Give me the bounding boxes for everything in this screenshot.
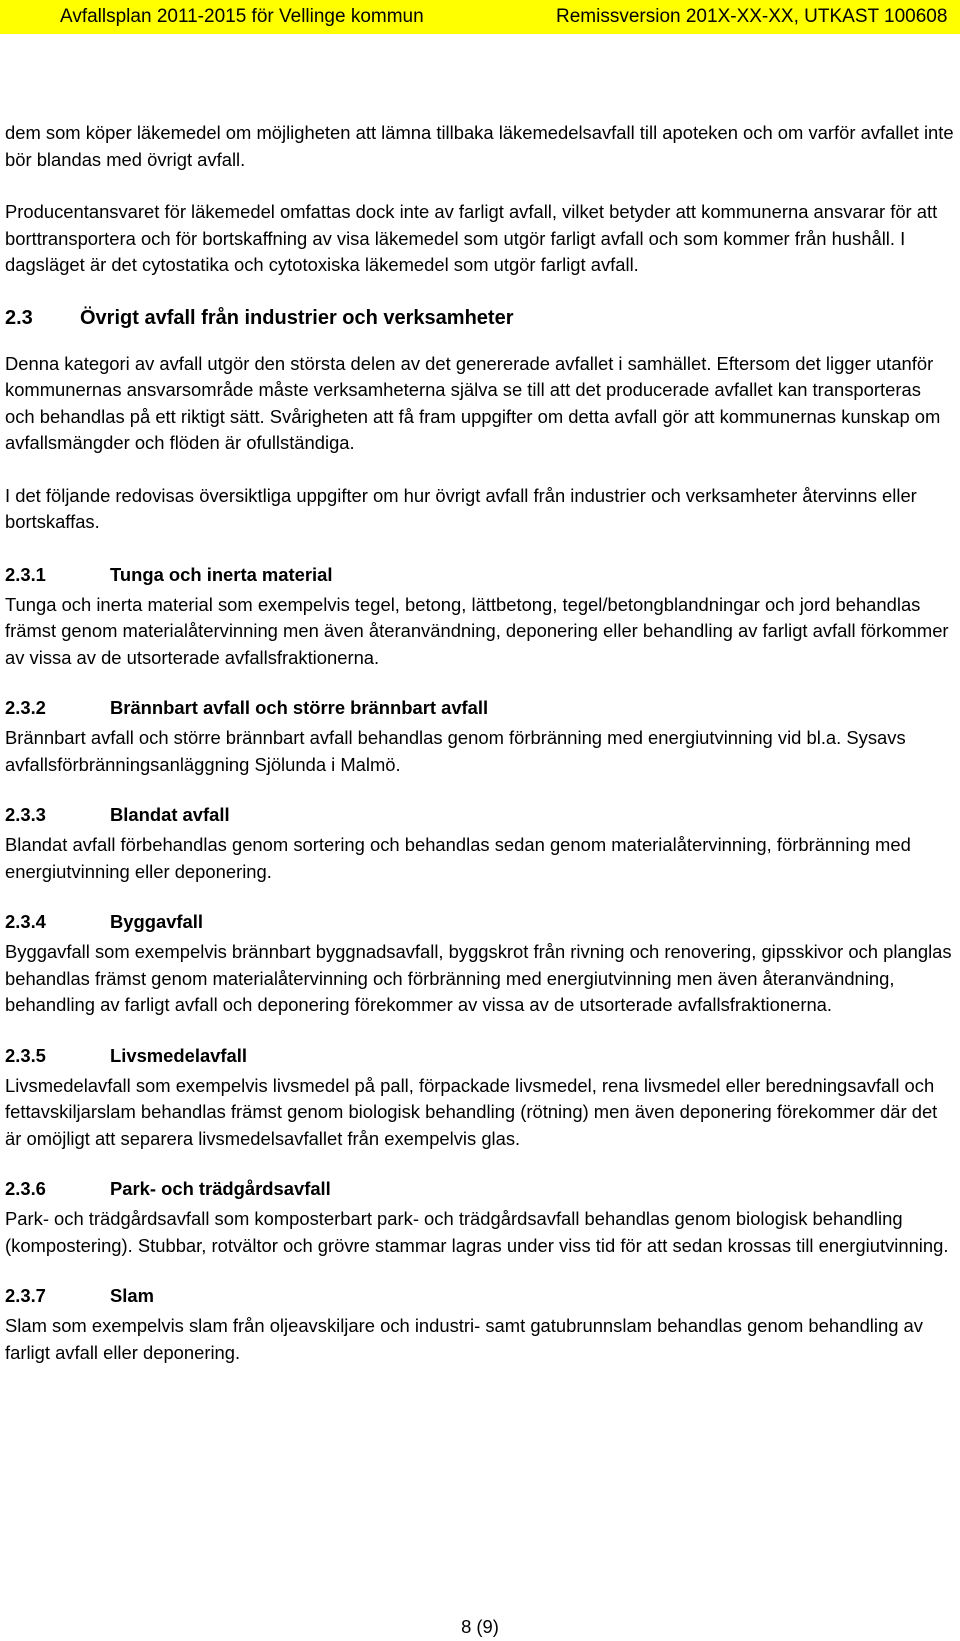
subsection-text: Livsmedelavfall som exempelvis livsmedel på pall, förpackade livsmedel, rena livsmedel eller beredningsavfall och fettavskiljarslam behandlas främst genom biologisk behandling (rötning) men även deponering förekommer där det är omöjligt att separera livsmedelsavfallet från exempelvis glas. [5, 1074, 938, 1149]
subsection-title: Slam [110, 1285, 154, 1306]
subsection-number: 2.3.7 [5, 1285, 46, 1306]
header-version: Remissversion 201X-XX-XX, UTKAST 100608 [556, 6, 948, 27]
subsection [5, 1283, 955, 1366]
subsection-number: 2.3.2 [5, 697, 46, 718]
subsection-heading [5, 695, 955, 721]
subsection-title: Livsmedelavfall [110, 1044, 247, 1066]
subsection-heading [5, 802, 955, 828]
subsection [5, 562, 955, 672]
subsection-title: Byggavfall [110, 911, 204, 932]
subsection-number: 2.3.5 [5, 1044, 46, 1066]
subsection-heading [5, 1043, 955, 1069]
subsection-text: Slam som exempelvis slam från oljeavskiljare och industri- samt gatubrunnslam behandlas genom behandling av farligt avfall eller deponering. [5, 1315, 923, 1363]
subsection-text: Brännbart avfall och större brännbart avfall behandlas genom förbränning med energiutvinning vid bl.a. Sysavs avfallsförbränningsanläggning Sjölunda i Malmö. [5, 727, 906, 775]
subsection-title: Park- och trädgårdsavfall [110, 1178, 331, 1199]
paragraph: Producentansvaret för läkemedel omfattas dock inte av farligt avfall, vilket betyder att kommunerna ansvarar för att borttransportera och för bortskaffning av visa läkemedel som utgör farligt avfall och som kommer från hushåll. I dagsläget är det cytostatika och cytotoxiska läkemedel som utgör farligt avfall. [5, 201, 938, 275]
header-title: Avfallsplan 2011-2015 för Vellinge kommun [60, 6, 424, 27]
page-header [0, 0, 960, 34]
section-number: 2.3 [5, 306, 33, 329]
paragraph: dem som köper läkemedel om möjligheten att lämna tillbaka läkemedelsavfall till apoteken och om varför avfallet inte bör blandas med övrigt avfall. [5, 122, 954, 170]
subsection-title: Tunga och inerta material [110, 563, 333, 585]
section-title: Övrigt avfall från industrier och verksamheter [80, 306, 514, 329]
subsection-heading [5, 909, 955, 935]
subsection-text: Blandat avfall förbehandlas genom sortering och behandlas sedan genom materialåtervinning, förbränning med energiutvinning eller deponering. [5, 834, 911, 882]
paragraph: Denna kategori av avfall utgör den största delen av det genererade avfallet i samhället. Eftersom det ligger utanför kommunernas ansvarsområde måste verksamheterna själva se till att det producerade avfallet kan transporteras och behandlas på ett riktigt sätt. Svårigheten att få fram uppgifter om detta avfall gör att kommunernas kunskap om avfallsmängder och flöden är ofullständiga. [5, 352, 941, 453]
subsection-heading [5, 1283, 955, 1309]
subsection-number: 2.3.4 [5, 911, 46, 932]
subsection-text: Tunga och inerta material som exempelvis tegel, betong, lättbetong, tegel/betongblandningar och jord behandlas främst genom materialåtervinning men även återanvändning, deponering eller behandling av farligt avfall förkommer av vissa av de utsorterade avfallsfraktionerna. [5, 593, 949, 668]
subsection [5, 802, 955, 885]
subsection-number: 2.3.3 [5, 804, 46, 825]
subsection-number: 2.3.6 [5, 1178, 46, 1199]
subsection-heading [5, 562, 955, 588]
subsection [5, 1176, 955, 1259]
subsection-title: Blandat avfall [110, 804, 230, 825]
subsection-heading [5, 1176, 955, 1202]
subsection [5, 695, 955, 778]
subsection [5, 1043, 955, 1153]
subsection-text: Byggavfall som exempelvis brännbart byggnadsavfall, byggskrot från rivning och renovering, gipsskivor och planglas behandlas främst genom materialåtervinning och förbränning med energiutvinning men även återanvändning, behandling av farligt avfall och deponering förekommer av vissa av de utsorterade avfallsfraktionerna. [5, 941, 952, 1015]
paragraph: I det följande redovisas översiktliga uppgifter om hur övrigt avfall från industrier och verksamheter återvinns eller bortskaffas. [5, 484, 917, 532]
subsection-number: 2.3.1 [5, 563, 46, 585]
subsection-title: Brännbart avfall och större brännbart avfall [110, 697, 489, 718]
page-number: 8 (9) [461, 1616, 499, 1637]
subsection-text: Park- och trädgårdsavfall som komposterbart park- och trädgårdsavfall behandlas genom biologisk behandling (kompostering). Stubbar, rotvältor och grövre stammar lagras under viss tid för att sedan krossas till energiutvinning. [5, 1208, 949, 1256]
subsection [5, 909, 955, 1019]
section-heading [5, 305, 955, 331]
document-body [5, 120, 955, 1390]
